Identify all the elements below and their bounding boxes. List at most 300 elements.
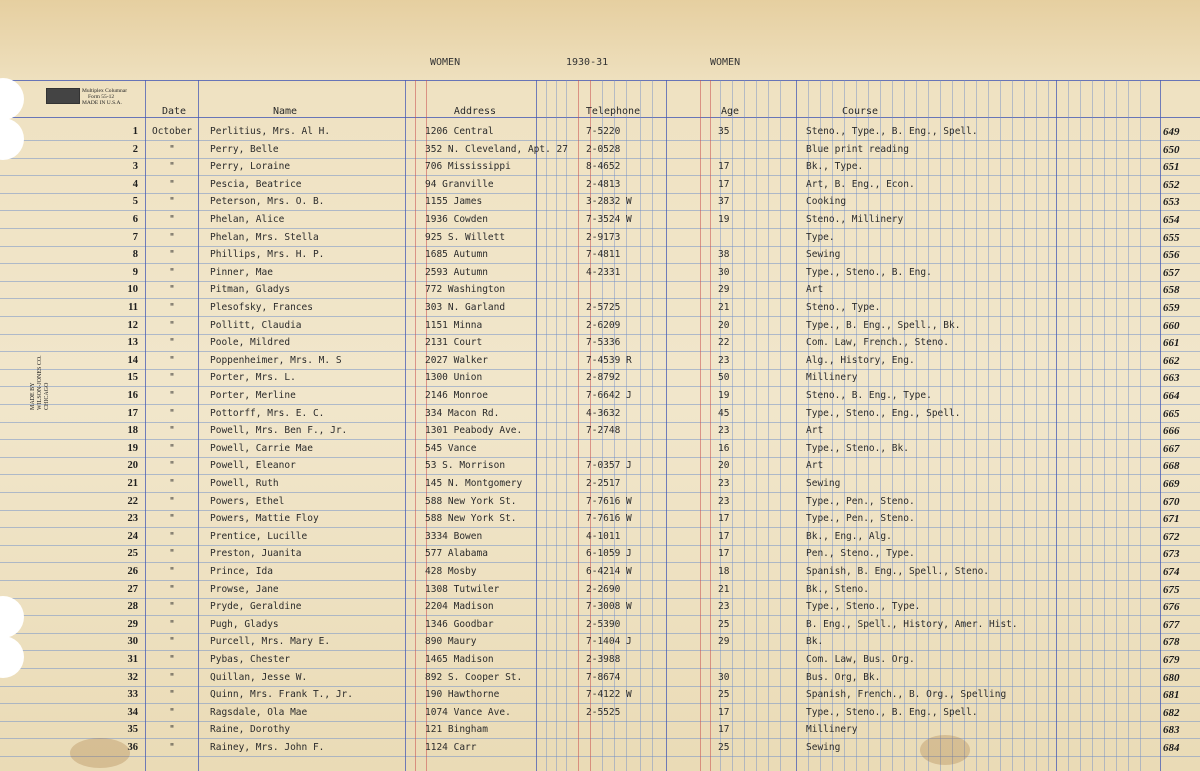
table-row (0, 284, 1200, 302)
row-age: 25 (718, 618, 730, 630)
row-name: Peterson, Mrs. O. B. (210, 196, 325, 208)
row-date: " (169, 601, 175, 613)
row-telephone: 2-5725 (586, 302, 621, 313)
row-date: " (169, 143, 175, 155)
row-number: 15 (127, 372, 138, 384)
row-telephone: 2-5390 (586, 618, 621, 630)
table-row (0, 654, 1200, 672)
row-date: " (169, 724, 175, 736)
row-course: Steno., Type., B. Eng., Spell. (806, 126, 978, 137)
row-telephone: 7-0357 J (586, 460, 632, 472)
row-course: Millinery (806, 372, 858, 384)
row-ref: 671 (1163, 513, 1180, 526)
table-row (0, 179, 1200, 197)
row-telephone: 2-0528 (586, 143, 621, 155)
row-telephone: 7-8674 (586, 671, 621, 683)
row-age: 17 (718, 530, 730, 542)
row-address: 53 S. Morrison (425, 460, 506, 472)
row-course: Steno., Millinery (806, 214, 904, 225)
row-telephone: 6-1059 J (586, 548, 632, 560)
row-name: Poole, Mildred (210, 337, 291, 349)
row-name: Powell, Mrs. Ben F., Jr. (210, 425, 348, 437)
row-course: Com. Law, Bus. Org. (806, 654, 915, 665)
row-age: 17 (718, 706, 730, 718)
row-address: 1346 Goodbar (425, 618, 494, 630)
grid-hline (0, 80, 1200, 81)
row-name: Quinn, Mrs. Frank T., Jr. (210, 689, 353, 701)
row-address: 1465 Madison (425, 654, 494, 665)
row-number: 7 (132, 231, 138, 243)
row-telephone: 7-5220 (586, 126, 621, 137)
row-number: 17 (127, 407, 138, 419)
row-address: 352 N. Cleveland, Apt. 27 (425, 143, 568, 155)
row-telephone: 2-3988 (586, 654, 621, 665)
row-telephone: 7-4122 W (586, 689, 632, 701)
row-date: " (169, 372, 175, 384)
row-age: 18 (718, 566, 730, 577)
row-telephone: 7-6642 J (586, 390, 632, 401)
row-address: 2593 Autumn (425, 266, 488, 278)
grid-hline (0, 117, 1200, 118)
row-course: Millinery (806, 724, 858, 736)
row-ref: 661 (1163, 337, 1180, 350)
row-address: 1301 Peabody Ave. (425, 425, 523, 437)
row-address: 925 S. Willett (425, 231, 506, 243)
row-age: 17 (718, 548, 730, 560)
row-date: " (169, 654, 175, 665)
row-number: 6 (132, 214, 138, 225)
row-address: 890 Maury (425, 636, 477, 648)
row-number: 10 (127, 284, 138, 296)
row-address: 1151 Minna (425, 319, 483, 331)
row-telephone: 4-3632 (586, 407, 621, 419)
row-course: Art (806, 425, 824, 437)
row-name: Perry, Loraine (210, 161, 291, 173)
row-number: 28 (127, 601, 138, 613)
row-course: Alg., History, Eng. (806, 354, 915, 366)
row-date: " (169, 161, 175, 173)
row-name: Pryde, Geraldine (210, 601, 302, 613)
column-header-telephone: Telephone (585, 106, 641, 117)
row-ref: 676 (1163, 601, 1180, 614)
row-telephone: 7-2748 (586, 425, 621, 437)
row-ref: 654 (1163, 214, 1180, 226)
row-number: 13 (127, 337, 138, 349)
row-date: " (169, 689, 175, 701)
table-row (0, 161, 1200, 179)
row-number: 22 (127, 495, 138, 507)
row-course: Type., Steno., Eng., Spell. (806, 407, 961, 419)
row-ref: 659 (1163, 302, 1180, 314)
row-course: Art (806, 284, 824, 296)
row-age: 21 (718, 302, 730, 313)
row-ref: 684 (1163, 742, 1180, 754)
row-telephone: 6-4214 W (586, 566, 632, 577)
row-name: Preston, Juanita (210, 548, 302, 560)
row-address: 334 Macon Rd. (425, 407, 500, 419)
row-number: 34 (127, 706, 138, 718)
row-date: " (169, 566, 175, 577)
row-course: Art (806, 460, 824, 472)
row-number: 3 (132, 161, 138, 173)
row-address: 145 N. Montgomery (425, 478, 523, 489)
table-row (0, 425, 1200, 443)
row-number: 16 (127, 390, 138, 401)
table-row (0, 408, 1200, 426)
row-name: Phelan, Mrs. Stella (210, 231, 319, 243)
row-ref: 682 (1163, 706, 1180, 719)
row-address: 2146 Monroe (425, 390, 488, 401)
row-address: 428 Mosby (425, 566, 477, 577)
row-age: 25 (718, 689, 730, 701)
row-telephone: 2-6209 (586, 319, 621, 331)
row-ref: 666 (1163, 425, 1180, 438)
row-ref: 675 (1163, 583, 1180, 596)
row-address: 577 Alabama (425, 548, 488, 560)
row-date: " (169, 513, 175, 525)
row-date: " (169, 548, 175, 560)
row-date: " (169, 478, 175, 489)
row-address: 121 Bingham (425, 724, 488, 736)
row-number: 31 (127, 654, 138, 665)
row-ref: 668 (1163, 460, 1180, 473)
row-address: 706 Mississippi (425, 161, 511, 173)
row-course: Blue print reading (806, 143, 909, 155)
row-name: Pottorff, Mrs. E. C. (210, 407, 325, 419)
row-number: 9 (132, 266, 138, 278)
row-name: Powers, Ethel (210, 495, 285, 507)
row-telephone: 3-2832 W (586, 196, 632, 208)
row-address: 1300 Union (425, 372, 483, 384)
row-name: Pollitt, Claudia (210, 319, 302, 331)
row-age: 21 (718, 583, 730, 595)
table-row (0, 513, 1200, 531)
row-number: 11 (128, 302, 138, 313)
table-row (0, 337, 1200, 355)
maker-line-1: MADE BY (30, 382, 36, 410)
form-line-3: MADE IN U.S.A. (82, 100, 122, 106)
row-number: 30 (127, 636, 138, 648)
row-telephone: 7-3524 W (586, 214, 632, 225)
row-age: 38 (718, 249, 730, 261)
row-number: 29 (127, 618, 138, 630)
row-date: " (169, 442, 175, 454)
row-age: 17 (718, 161, 730, 173)
row-ref: 680 (1163, 671, 1180, 684)
row-date: " (169, 231, 175, 243)
row-ref: 656 (1163, 249, 1180, 262)
column-header-course: Course (841, 106, 879, 117)
row-date: " (169, 583, 175, 595)
row-age: 20 (718, 460, 730, 472)
row-telephone: 4-2331 (586, 266, 621, 278)
row-telephone: 2-8792 (586, 372, 621, 384)
row-age: 19 (718, 214, 730, 225)
row-address: 892 S. Cooper St. (425, 671, 523, 683)
table-row (0, 636, 1200, 654)
row-name: Powell, Carrie Mae (210, 442, 313, 454)
row-name: Ragsdale, Ola Mae (210, 706, 308, 718)
row-name: Phelan, Alice (210, 214, 285, 225)
maker-line-3: CHICAGO (44, 382, 50, 410)
row-date: October (151, 126, 193, 137)
row-ref: 658 (1163, 284, 1180, 297)
row-course: Type., Steno., Bk. (806, 442, 909, 454)
row-telephone: 2-4813 (586, 178, 621, 190)
row-number: 1 (132, 126, 138, 137)
row-ref: 653 (1163, 196, 1180, 209)
row-course: Sewing (806, 249, 841, 261)
row-number: 2 (132, 143, 138, 155)
row-age: 23 (718, 425, 730, 437)
row-telephone: 4-1011 (586, 530, 621, 542)
row-number: 14 (127, 354, 138, 366)
row-number: 21 (127, 478, 138, 489)
row-age: 23 (718, 478, 730, 489)
table-row (0, 496, 1200, 514)
table-row (0, 126, 1200, 144)
row-name: Porter, Merline (210, 390, 296, 401)
row-course: Bus. Org, Bk. (806, 671, 881, 683)
table-row (0, 144, 1200, 162)
row-ref: 650 (1163, 143, 1180, 156)
row-age: 23 (718, 601, 730, 613)
row-course: Bk., Steno. (806, 583, 869, 595)
row-telephone: 7-7616 W (586, 495, 632, 507)
row-ref: 649 (1163, 126, 1180, 138)
row-address: 1308 Tutwiler (425, 583, 500, 595)
row-ref: 677 (1163, 618, 1180, 631)
table-row (0, 566, 1200, 584)
row-date: " (169, 530, 175, 542)
form-line-1: Multiplex Columnar (82, 88, 128, 94)
row-course: Pen., Steno., Type. (806, 548, 915, 560)
row-name: Prowse, Jane (210, 583, 279, 595)
table-row (0, 302, 1200, 320)
table-row (0, 724, 1200, 742)
row-date: " (169, 425, 175, 437)
row-date: " (169, 460, 175, 472)
row-course: Type. (806, 231, 835, 243)
row-course: Type., Steno., B. Eng., Spell. (806, 706, 978, 718)
row-date: " (169, 214, 175, 225)
row-address: 1074 Vance Ave. (425, 706, 511, 718)
row-number: 18 (127, 425, 138, 437)
row-name: Raine, Dorothy (210, 724, 291, 736)
row-date: " (169, 266, 175, 278)
table-row (0, 232, 1200, 250)
table-row (0, 689, 1200, 707)
row-address: 1124 Carr (425, 742, 477, 753)
row-ref: 674 (1163, 566, 1180, 578)
row-telephone: 2-5525 (586, 706, 621, 718)
table-row (0, 214, 1200, 232)
row-name: Purcell, Mrs. Mary E. (210, 636, 331, 648)
table-row (0, 267, 1200, 285)
row-address: 303 N. Garland (425, 302, 506, 313)
table-row (0, 355, 1200, 373)
maker-line-2: WILSON-JONES CO. (37, 355, 43, 410)
row-address: 1206 Central (425, 126, 494, 137)
row-ref: 657 (1163, 266, 1180, 279)
row-course: Bk., Eng., Alg. (806, 530, 892, 542)
row-age: 23 (718, 495, 730, 507)
row-name: Plesofsky, Frances (210, 302, 313, 313)
row-course: Sewing (806, 478, 841, 489)
table-row (0, 372, 1200, 390)
row-number: 35 (127, 724, 138, 736)
row-name: Perlitius, Mrs. Al H. (210, 126, 331, 137)
header-women-left: WOMEN (430, 57, 461, 68)
row-address: 588 New York St. (425, 513, 517, 525)
binder-hole-top (0, 78, 24, 120)
row-telephone: 7-4539 R (586, 354, 632, 366)
row-telephone: 2-9173 (586, 231, 621, 243)
header-women-right: WOMEN (710, 57, 741, 68)
row-number: 25 (127, 548, 138, 560)
row-course: Type., Steno., Type. (806, 601, 921, 613)
row-name: Pybas, Chester (210, 654, 291, 665)
form-line-2: Form 55-12 (88, 94, 115, 100)
row-address: 2131 Court (425, 337, 483, 349)
row-course: Steno., Type. (806, 302, 881, 313)
row-name: Perry, Belle (210, 143, 279, 155)
row-name: Phillips, Mrs. H. P. (210, 249, 325, 261)
row-date: " (169, 249, 175, 261)
table-row (0, 443, 1200, 461)
form-logo (46, 88, 80, 104)
row-course: Com. Law, French., Steno. (806, 337, 949, 349)
row-age: 29 (718, 284, 730, 296)
row-telephone: 7-5336 (586, 337, 621, 349)
table-row (0, 249, 1200, 267)
row-course: Spanish, B. Eng., Spell., Steno. (806, 566, 990, 577)
row-ref: 660 (1163, 319, 1180, 332)
table-row (0, 742, 1200, 760)
row-name: Poppenheimer, Mrs. M. S (210, 354, 342, 366)
row-ref: 652 (1163, 178, 1180, 191)
row-address: 190 Hawthorne (425, 689, 500, 701)
row-age: 30 (718, 671, 730, 683)
row-telephone: 8-4652 (586, 161, 621, 173)
row-age: 22 (718, 337, 730, 349)
row-age: 30 (718, 266, 730, 278)
table-row (0, 390, 1200, 408)
row-course: Bk., Type. (806, 161, 864, 173)
row-address: 94 Granville (425, 178, 494, 190)
row-date: " (169, 636, 175, 648)
row-date: " (169, 618, 175, 630)
row-name: Pugh, Gladys (210, 618, 279, 630)
row-ref: 655 (1163, 231, 1180, 244)
header-year: 1930-31 (566, 57, 609, 68)
row-telephone: 7-7616 W (586, 513, 632, 525)
row-telephone: 2-2517 (586, 478, 621, 489)
row-date: " (169, 742, 175, 753)
row-age: 23 (718, 354, 730, 366)
row-name: Quillan, Jesse W. (210, 671, 308, 683)
row-age: 20 (718, 319, 730, 331)
row-number: 12 (127, 319, 138, 331)
row-age: 37 (718, 196, 730, 208)
row-ref: 664 (1163, 390, 1180, 402)
row-address: 1155 James (425, 196, 483, 208)
row-telephone: 7-1404 J (586, 636, 632, 648)
row-address: 545 Vance (425, 442, 477, 454)
row-telephone: 2-2690 (586, 583, 621, 595)
table-row (0, 707, 1200, 725)
table-row (0, 460, 1200, 478)
table-row (0, 548, 1200, 566)
row-date: " (169, 337, 175, 349)
row-date: " (169, 706, 175, 718)
row-address: 2204 Madison (425, 601, 494, 613)
table-row (0, 672, 1200, 690)
row-age: 50 (718, 372, 730, 384)
row-ref: 673 (1163, 548, 1180, 561)
row-age: 29 (718, 636, 730, 648)
row-course: Type., Steno., B. Eng. (806, 266, 932, 278)
row-address: 1936 Cowden (425, 214, 488, 225)
column-header-age: Age (720, 106, 740, 117)
column-header-name: Name (272, 106, 298, 117)
row-date: " (169, 178, 175, 190)
table-row (0, 584, 1200, 602)
row-ref: 670 (1163, 495, 1180, 508)
row-telephone: 7-4811 (586, 249, 621, 261)
row-number: 26 (127, 566, 138, 577)
row-name: Powell, Eleanor (210, 460, 296, 472)
row-course: Sewing (806, 742, 841, 753)
row-ref: 662 (1163, 354, 1180, 367)
row-course: Type., Pen., Steno. (806, 495, 915, 507)
row-age: 16 (718, 442, 730, 454)
row-date: " (169, 354, 175, 366)
row-date: " (169, 390, 175, 401)
row-name: Prentice, Lucille (210, 530, 308, 542)
row-number: 33 (127, 689, 138, 701)
row-ref: 672 (1163, 530, 1180, 543)
row-date: " (169, 302, 175, 313)
row-number: 24 (127, 530, 138, 542)
row-ref: 678 (1163, 636, 1180, 649)
row-number: 8 (132, 249, 138, 261)
row-course: Type., B. Eng., Spell., Bk. (806, 319, 961, 331)
row-number: 27 (127, 583, 138, 595)
row-age: 35 (718, 126, 730, 137)
row-ref: 679 (1163, 654, 1180, 666)
row-date: " (169, 319, 175, 331)
row-address: 588 New York St. (425, 495, 517, 507)
row-date: " (169, 284, 175, 296)
row-age: 17 (718, 724, 730, 736)
table-row (0, 478, 1200, 496)
row-course: Type., Pen., Steno. (806, 513, 915, 525)
row-ref: 665 (1163, 407, 1180, 420)
row-name: Pinner, Mae (210, 266, 273, 278)
column-header-address: Address (453, 106, 497, 117)
row-ref: 681 (1163, 689, 1180, 702)
row-age: 19 (718, 390, 730, 401)
row-age: 45 (718, 407, 730, 419)
row-name: Powell, Ruth (210, 478, 279, 489)
row-address: 2027 Walker (425, 354, 488, 366)
row-date: " (169, 671, 175, 683)
row-ref: 651 (1163, 161, 1180, 174)
row-course: Spanish, French., B. Org., Spelling (806, 689, 1007, 701)
row-date: " (169, 495, 175, 507)
row-age: 25 (718, 742, 730, 753)
